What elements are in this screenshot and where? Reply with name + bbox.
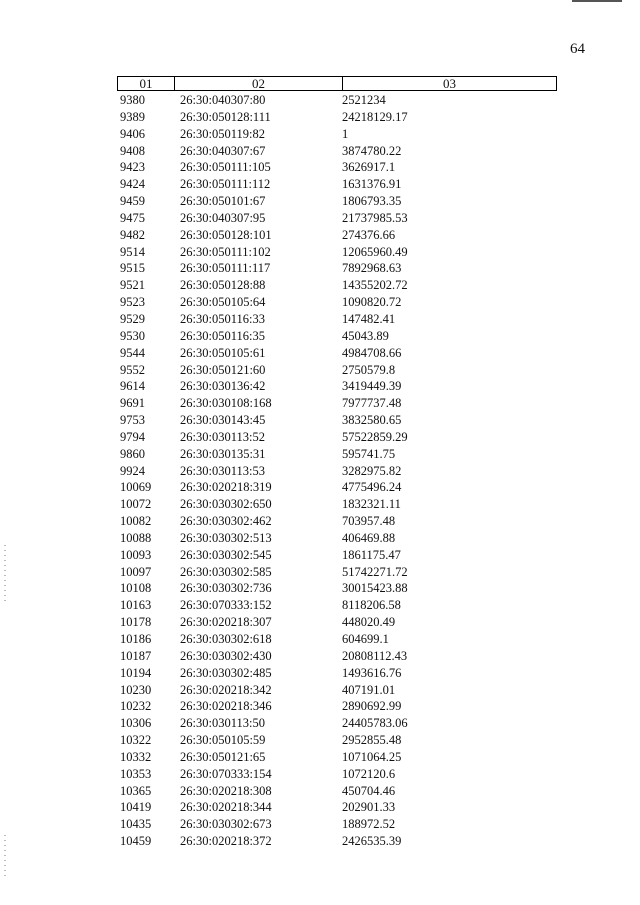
table-cell-col-2: 26:30:050119:82: [180, 126, 265, 141]
table-cell-col-2: 26:30:040307:80: [180, 93, 266, 107]
table-cell-col-1: 10088: [120, 530, 152, 545]
table-row: [117, 631, 557, 648]
table-row: [117, 328, 557, 345]
table-row: [117, 126, 557, 143]
table-cell-col-3: 20808112.43: [342, 648, 408, 663]
top-edge-rule: [572, 0, 622, 2]
table-cell-col-2: 26:30:030136:42: [180, 379, 266, 394]
data-table: [117, 76, 557, 850]
table-cell-col-3: 1493616.76: [342, 665, 402, 680]
table-cell-col-1: 9389: [120, 109, 145, 124]
table-row: [117, 580, 557, 597]
table-cell-col-1: 10097: [120, 564, 152, 579]
margin-scan-artifact: [4, 835, 6, 880]
table-cell-col-2: 26:30:030302:585: [180, 564, 272, 579]
table-cell-col-1: 9530: [120, 328, 145, 343]
table-cell-col-2: 26:30:050111:105: [180, 160, 271, 175]
table-cell-col-2: 26:30:050128:101: [180, 227, 272, 242]
table-cell-col-3: 7892968.63: [342, 261, 402, 276]
table-cell-col-2: 26:30:070333:154: [180, 766, 272, 781]
table-row: [117, 244, 557, 261]
table-cell-col-1: 10093: [120, 547, 152, 562]
table-cell-col-3: 188972.52: [342, 817, 396, 832]
table-cell-col-1: 9408: [120, 143, 145, 158]
table-row: [117, 799, 557, 816]
page-number: 64: [570, 41, 585, 57]
table-row: [117, 345, 557, 362]
table-cell-col-1: 10186: [120, 632, 152, 646]
table-cell-col-3: 1832321.11: [342, 497, 401, 512]
table-cell-col-1: 10082: [120, 514, 152, 529]
table-cell-col-3: 1090820.72: [342, 295, 402, 310]
table-cell-col-2: 26:30:050121:60: [180, 362, 266, 377]
table-cell-col-1: 9523: [120, 295, 145, 310]
table-cell-col-3: 1071064.25: [342, 749, 402, 764]
table-cell-col-2: 26:30:030143:45: [180, 413, 266, 428]
table-cell-col-1: 9482: [120, 227, 145, 242]
table-cell-col-2: 26:30:030113:53: [180, 463, 265, 478]
table-cell-col-3: 45043.89: [342, 328, 389, 343]
table-cell-col-2: 26:30:020218:308: [180, 783, 272, 798]
table-row: [117, 783, 557, 800]
table-cell-col-2: 26:30:030302:650: [180, 497, 272, 512]
table-cell-col-1: 9552: [120, 362, 145, 377]
table-cell-col-3: 1072120.6: [342, 766, 396, 781]
table-cell-col-1: 10232: [120, 699, 152, 714]
table-cell-col-2: 26:30:030302:673: [180, 817, 272, 832]
table-cell-col-3: 7977737.48: [342, 396, 402, 411]
table-row: [117, 395, 557, 412]
table-cell-col-3: 3626917.1: [342, 160, 396, 175]
table-cell-col-2: 26:30:050116:35: [180, 328, 265, 343]
table-cell-col-1: 10459: [120, 834, 152, 849]
table-row: [117, 311, 557, 328]
table-row: [117, 412, 557, 429]
table-cell-col-2: 26:30:020218:307: [180, 615, 272, 630]
table-cell-col-2: 26:30:050128:88: [180, 278, 266, 293]
table-cell-col-3: 4775496.24: [342, 480, 402, 495]
table-cell-col-3: 3874780.22: [342, 143, 402, 158]
table-cell-col-3: 14355202.72: [342, 278, 408, 293]
table-row: [117, 698, 557, 715]
table-cell-col-3: 1631376.91: [342, 177, 402, 192]
table-cell-col-1: 9614: [120, 379, 145, 394]
table-cell-col-2: 26:30:030302:485: [180, 665, 272, 680]
table-cell-col-1: 9514: [120, 244, 145, 259]
table-cell-col-1: 9423: [120, 160, 145, 175]
table-cell-col-2: 26:30:070333:152: [180, 598, 272, 613]
table-cell-col-2: 26:30:030108:168: [180, 396, 272, 411]
header-col-1: 01: [118, 77, 175, 90]
table-cell-col-3: 3419449.39: [342, 379, 402, 394]
table-cell-col-3: 2426535.39: [342, 834, 402, 849]
table-cell-col-2: 26:30:050128:111: [180, 109, 271, 124]
table-cell-col-2: 26:30:050105:61: [180, 345, 266, 360]
table-cell-col-2: 26:30:050121:65: [180, 749, 266, 764]
table-cell-col-3: 448020.49: [342, 615, 396, 630]
table-row: [117, 193, 557, 210]
table-cell-col-2: 26:30:030302:462: [180, 514, 272, 529]
margin-scan-artifact: [4, 545, 6, 605]
table-cell-col-2: 26:30:020218:344: [180, 800, 272, 815]
table-row: [117, 429, 557, 446]
table-cell-col-3: 407191.01: [342, 682, 396, 697]
table-cell-col-2: 26:30:030113:50: [180, 716, 265, 731]
table-cell-col-3: 8118206.58: [342, 598, 401, 613]
table-row: [117, 682, 557, 699]
table-cell-col-3: 3832580.65: [342, 413, 402, 428]
table-cell-col-2: 26:30:040307:95: [180, 210, 266, 225]
table-cell-col-2: 26:30:020218:342: [180, 682, 272, 697]
table-row: [117, 143, 557, 160]
table-cell-col-2: 26:30:030302:618: [180, 632, 272, 646]
table-cell-col-2: 26:30:030135:31: [180, 446, 266, 461]
table-cell-col-3: 274376.66: [342, 227, 396, 242]
table-cell-col-2: 26:30:030302:513: [180, 530, 272, 545]
table-cell-col-3: 450704.46: [342, 783, 396, 798]
table-cell-col-3: 703957.48: [342, 514, 396, 529]
table-cell-col-1: 9521: [120, 278, 145, 293]
table-cell-col-3: 12065960.49: [342, 244, 408, 259]
table-cell-col-3: 30015423.88: [342, 581, 408, 596]
table-cell-col-1: 10419: [120, 800, 152, 815]
table-cell-col-1: 9691: [120, 396, 145, 411]
table-row: [117, 715, 557, 732]
table-row: [117, 816, 557, 833]
table-cell-col-3: 57522859.29: [342, 429, 408, 444]
table-cell-col-1: 9544: [120, 345, 145, 360]
table-row: [117, 479, 557, 496]
table-row: [117, 176, 557, 193]
table-row: [117, 597, 557, 614]
table-row: [117, 564, 557, 581]
table-row: [117, 547, 557, 564]
table-cell-col-1: 10108: [120, 581, 152, 596]
table-cell-col-3: 147482.41: [342, 311, 396, 326]
table-row: [117, 362, 557, 379]
table-cell-col-1: 10365: [120, 783, 152, 798]
header-col-2: 02: [175, 77, 343, 90]
table-row: [117, 109, 557, 126]
table-row: [117, 227, 557, 244]
table-cell-col-1: 10069: [120, 480, 152, 495]
table-cell-col-3: 51742271.72: [342, 564, 408, 579]
table-cell-col-3: 24218129.17: [342, 109, 408, 124]
table-cell-col-2: 26:30:020218:319: [180, 480, 272, 495]
table-cell-col-3: 24405783.06: [342, 716, 408, 731]
table-cell-col-2: 26:30:050111:117: [180, 261, 271, 276]
table-cell-col-1: 9515: [120, 261, 145, 276]
table-row: [117, 260, 557, 277]
table-row: [117, 210, 557, 227]
table-row: [117, 496, 557, 513]
table-cell-col-1: 10163: [120, 598, 152, 613]
table-cell-col-2: 26:30:030302:736: [180, 581, 272, 596]
table-cell-col-3: 202901.33: [342, 800, 396, 815]
table-row: [117, 749, 557, 766]
table-cell-col-2: 26:30:050101:67: [180, 194, 266, 209]
table-row: [117, 732, 557, 749]
table-row: [117, 463, 557, 480]
table-row: [117, 378, 557, 395]
table-cell-col-1: 10178: [120, 615, 152, 630]
header-col-3: 03: [443, 76, 456, 91]
table-cell-col-2: 26:30:030302:545: [180, 547, 272, 562]
table-cell-col-2: 26:30:050111:112: [180, 177, 271, 192]
table-cell-col-1: 10353: [120, 766, 152, 781]
table-cell-col-1: 9406: [120, 126, 145, 141]
table-cell-col-2: 26:30:040307:67: [180, 143, 266, 158]
table-cell-col-1: 9380: [120, 93, 145, 107]
table-cell-col-2: 26:30:050105:59: [180, 733, 266, 748]
table-cell-col-2: 26:30:050105:64: [180, 295, 266, 310]
table-cell-col-2: 26:30:020218:346: [180, 699, 272, 714]
table-cell-col-3: 1861175.47: [342, 547, 401, 562]
table-row: [117, 766, 557, 783]
table-cell-col-3: 1: [342, 126, 349, 141]
table-cell-col-1: 10322: [120, 733, 152, 748]
table-cell-col-1: 9924: [120, 463, 145, 478]
table-cell-col-2: 26:30:030113:52: [180, 429, 265, 444]
table-cell-col-1: 9459: [120, 194, 145, 209]
table-cell-col-1: 10435: [120, 817, 152, 832]
table-cell-col-1: 10072: [120, 497, 152, 512]
table-cell-col-3: 4984708.66: [342, 345, 402, 360]
table-cell-col-1: 10332: [120, 749, 152, 764]
table-cell-col-3: 21737985.53: [342, 210, 408, 225]
table-row: [117, 648, 557, 665]
table-cell-col-2: 26:30:050111:102: [180, 244, 271, 259]
table-cell-col-1: 10194: [120, 665, 152, 680]
table-row: [117, 513, 557, 530]
table-row: [117, 665, 557, 682]
table-row: [117, 446, 557, 463]
table-cell-col-3: 604699.1: [342, 632, 389, 646]
table-cell-col-3: 2521234: [342, 93, 386, 107]
table-cell-col-3: 406469.88: [342, 530, 396, 545]
table-row: [117, 294, 557, 311]
table-row: [117, 833, 557, 850]
table-cell-col-1: 9794: [120, 429, 145, 444]
table-cell-col-3: 2750579.8: [342, 362, 396, 377]
table-header: [117, 76, 557, 91]
table-cell-col-3: 3282975.82: [342, 463, 402, 478]
table-cell-col-1: 9475: [120, 210, 145, 225]
table-cell-col-1: 9424: [120, 177, 145, 192]
table-cell-col-2: 26:30:020218:372: [180, 834, 272, 849]
table-body: [117, 92, 557, 850]
table-cell-col-1: 9860: [120, 446, 145, 461]
table-row: [117, 92, 557, 109]
table-cell-col-2: 26:30:030302:430: [180, 648, 272, 663]
table-cell-col-3: 595741.75: [342, 446, 396, 461]
table-cell-col-3: 2890692.99: [342, 699, 402, 714]
table-row: [117, 530, 557, 547]
table-cell-col-1: 10230: [120, 682, 152, 697]
table-cell-col-3: 2952855.48: [342, 733, 402, 748]
table-cell-col-3: 1806793.35: [342, 194, 402, 209]
table-cell-col-1: 10306: [120, 716, 152, 731]
table-row: [117, 159, 557, 176]
table-row: [117, 614, 557, 631]
table-cell-col-1: 10187: [120, 648, 152, 663]
table-cell-col-1: 9753: [120, 413, 145, 428]
table-cell-col-1: 9529: [120, 311, 145, 326]
table-cell-col-2: 26:30:050116:33: [180, 311, 265, 326]
table-row: [117, 277, 557, 294]
